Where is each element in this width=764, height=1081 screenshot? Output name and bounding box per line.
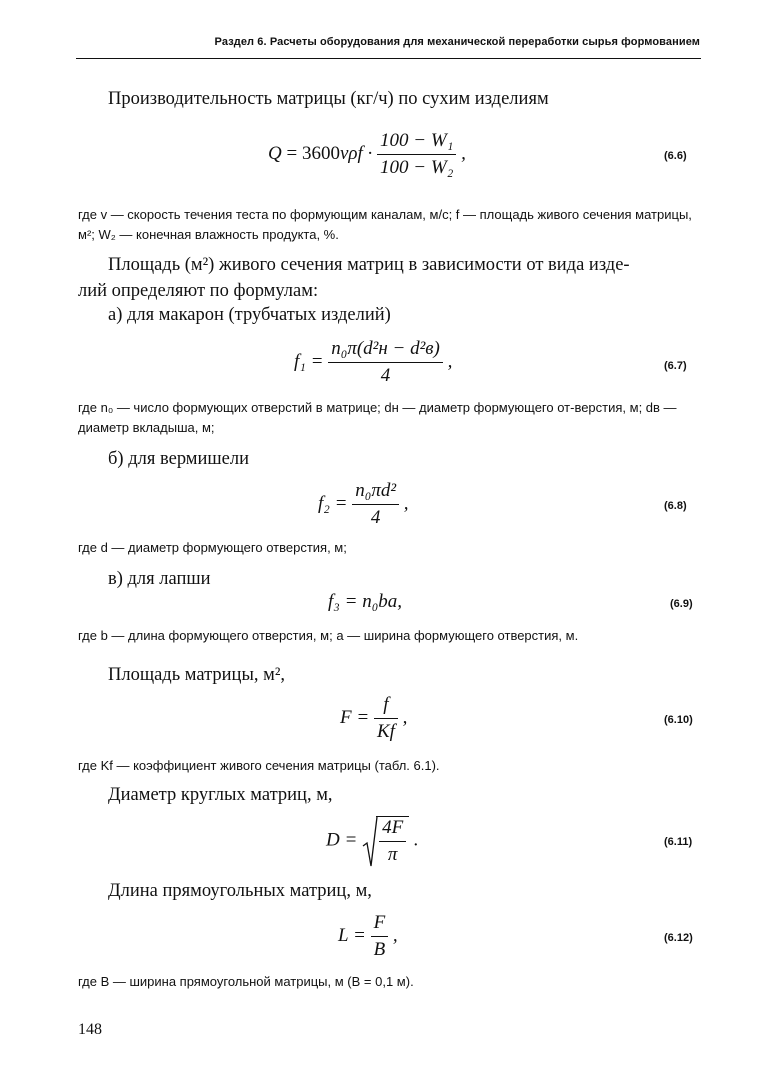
- paragraph-where-kf: где Kf — коэффициент живого сечения матрицы (табл. 6.1).: [78, 758, 440, 773]
- eq610-denominator: Kf: [376, 721, 395, 742]
- eq66-lhs: Q: [268, 142, 282, 164]
- paragraph-area-line2: лий определяют по формулам:: [78, 281, 319, 301]
- paragraph-where-d: где d — диаметр формующего отверстия, м;: [78, 540, 347, 555]
- eq612-lhs: L: [338, 924, 349, 946]
- equation-6-12: L = $\frac{F}{B}$ ,: [338, 912, 398, 960]
- eq66-numerator: 100 − W₁: [377, 130, 456, 155]
- running-header: Раздел 6. Расчеты оборудования для механической переработки сырья формованием: [214, 36, 700, 48]
- eq67-denominator: 4: [380, 365, 391, 386]
- eq67-numerator: n₀π(d²н − d²в): [328, 338, 443, 363]
- equation-6-7: f₁ = $\frac{\text{n₀π(d²н − d²в)}}{4}$ ,: [294, 338, 453, 386]
- eq611-numerator: 4F: [379, 817, 406, 842]
- eq66-denominator: 100 − W₂: [380, 157, 454, 178]
- paragraph-rect-length: Длина прямоугольных матриц, м,: [108, 881, 372, 901]
- eq-number-6-8: (6.8): [664, 500, 687, 512]
- eq-number-6-7: (6.7): [664, 360, 687, 372]
- eq67-lhs: f₁: [294, 350, 306, 372]
- eq611-denominator: π: [387, 844, 398, 865]
- eq611-lhs: D: [326, 829, 340, 851]
- paragraph-round-diameter: Диаметр круглых матриц, м,: [108, 785, 333, 805]
- eq612-numerator: F: [371, 912, 389, 937]
- paragraph-where-v: где v — скорость течения теста по формующим каналам, м/с; f — площадь живого сечения матрицы, м²; W₂ — конечная влажность продукта, %.: [78, 207, 692, 242]
- eq-number-6-10: (6.10): [664, 714, 693, 726]
- sqrt-sign: [362, 816, 409, 866]
- paragraph-vermicelli: б) для вермишели: [108, 449, 249, 469]
- paragraph-macaroni: а) для макарон (трубчатых изделий): [108, 305, 391, 325]
- page-number: 148: [78, 1021, 102, 1038]
- eq610-numerator: f: [374, 694, 398, 719]
- paragraph-where-b: где b — длина формующего отверстия, м; a — ширина формующего отверстия, м.: [78, 628, 579, 643]
- equation-6-9: f₃ = n₀ba,: [328, 591, 403, 612]
- eq68-numerator: n₀πd²: [352, 480, 399, 505]
- eq-number-6-12: (6.12): [664, 932, 693, 944]
- radical-icon: [362, 816, 378, 868]
- eq68-denominator: 4: [370, 507, 381, 528]
- equation-6-8: f₂ = $\frac{\text{n₀πd²}}{4}$ ,: [318, 480, 409, 528]
- paragraph-matrix-area: Площадь матрицы, м²,: [108, 665, 286, 685]
- paragraph-noodles: в) для лапши: [108, 569, 211, 589]
- eq612-denominator: B: [373, 939, 386, 960]
- eq-number-6-9: (6.9): [670, 598, 693, 610]
- eq-number-6-11: (6.11): [664, 836, 693, 848]
- paragraph-productivity: Производительность матрицы (кг/ч) по сухим изделиям: [108, 89, 549, 109]
- equation-6-10: F = $\frac{f}{Kf}$ ,: [340, 694, 408, 742]
- eq610-lhs: F: [340, 706, 352, 728]
- eq-number-6-6: (6.6): [664, 150, 687, 162]
- paragraph-area-line1: Площадь (м²) живого сечения матриц в зависимости от вида изде-: [108, 255, 630, 275]
- paragraph-where-B: где B — ширина прямоугольной матрицы, м (B = 0,1 м).: [78, 974, 414, 989]
- eq68-lhs: f₂: [318, 492, 330, 514]
- equation-6-6: Q = 3600vρf · $\frac{\text{100 − W₁}}{\text{100 − W₂}}$ ,: [268, 130, 466, 178]
- equation-6-11: D = $\frac{4F}{\pi}$ .: [326, 816, 419, 866]
- header-rule: [76, 58, 701, 59]
- paragraph-where-n0: где n₀ — число формующих отверстий в матрице; dн — диаметр формующего от-верстия, м; dв — диаметр вкладыша, м;: [78, 400, 677, 435]
